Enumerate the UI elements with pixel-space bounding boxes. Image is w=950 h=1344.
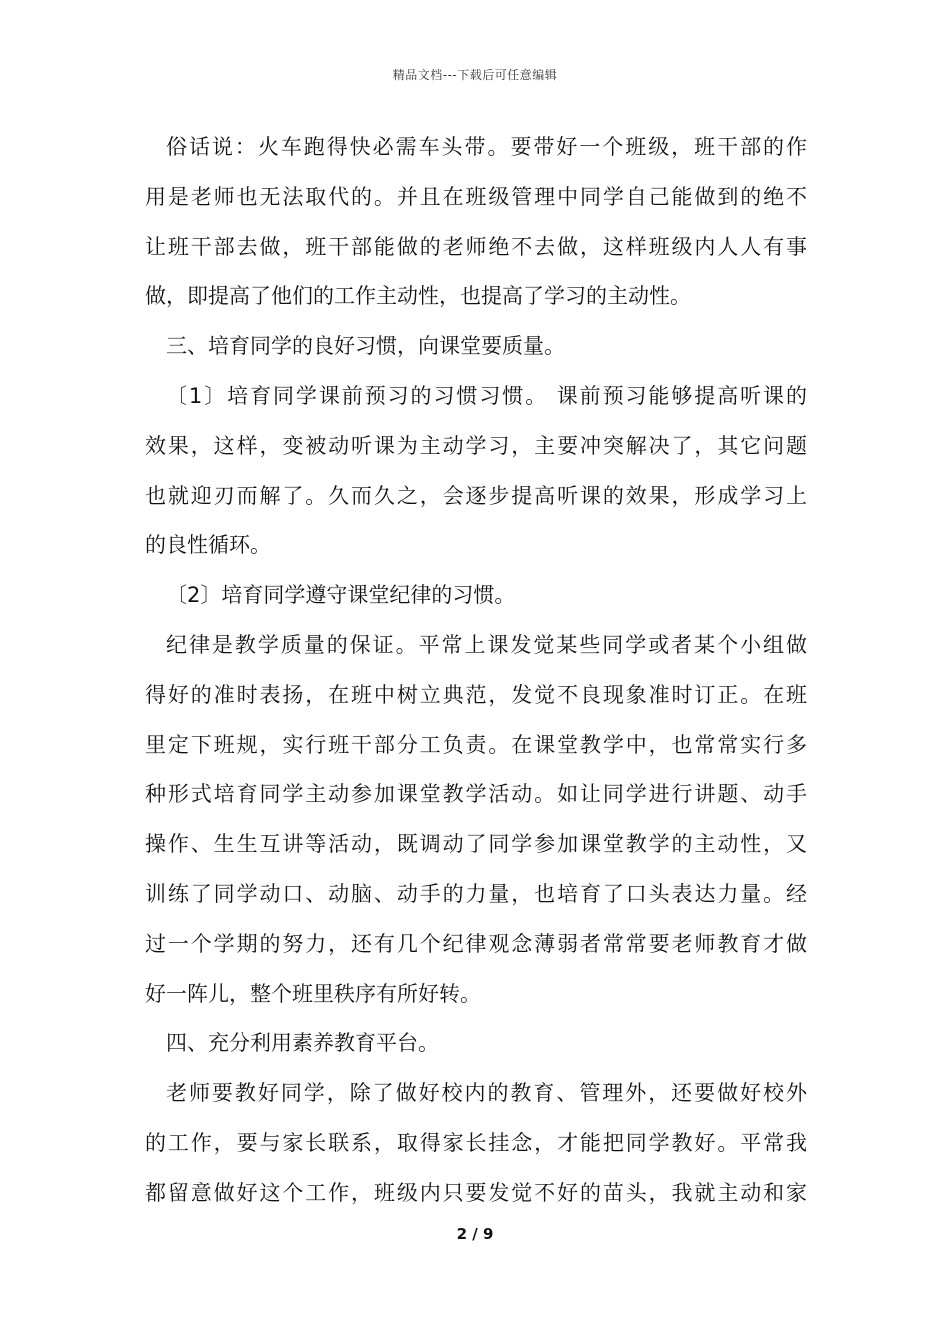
paragraph-line: 让班干部去做，班干部能做的老师绝不去做，这样班级内人人有事 [145, 234, 807, 259]
paragraph-line: 用是老师也无法取代的。并且在班级管理中同学自己能做到的绝不 [145, 184, 807, 209]
section-heading: 三、培育同学的良好习惯，向课堂要质量。 [166, 334, 565, 359]
paragraph-line: 种形式培育同学主动参加课堂教学活动。如让同学进行讲题、动手 [145, 782, 807, 807]
paragraph-line: 操作、生生互讲等活动，既调动了同学参加课堂教学的主动性，又 [145, 832, 807, 857]
paragraph-line: 过一个学期的努力，还有几个纪律观念薄弱者常常要老师教育才做 [145, 931, 807, 956]
page-number: 2 / 9 [456, 1225, 494, 1243]
paragraph-line: 好一阵儿，整个班里秩序有所好转。 [145, 981, 481, 1006]
paragraph-line: 的良性循环。 [145, 533, 271, 558]
paragraph-line: 做，即提高了他们的工作主动性，也提高了学习的主动性。 [145, 284, 691, 309]
paragraph-line: 效果，这样，变被动听课为主动学习，主要冲突解决了，其它问题 [145, 433, 807, 458]
section-heading: 四、充分利用素养教育平台。 [166, 1031, 439, 1056]
paragraph-line: 老师要教好同学，除了做好校内的教育、管理外，还要做好校外 [166, 1081, 807, 1106]
subsection-heading: 〔2〕培育同学遵守课堂纪律的习惯。 [166, 583, 516, 608]
paragraph-line: 也就迎刃而解了。久而久之，会逐步提高听课的效果，形成学习上 [145, 483, 807, 508]
paragraph-line: 纪律是教学质量的保证。平常上课发觉某些同学或者某个小组做 [166, 632, 807, 657]
paragraph-line: 里定下班规，实行班干部分工负责。在课堂教学中，也常常实行多 [145, 732, 807, 757]
page-header: 精品文档---下载后可任意编辑 [392, 68, 558, 82]
paragraph-line: 得好的准时表扬，在班中树立典范，发觉不良现象准时订正。在班 [145, 682, 807, 707]
paragraph-line: 〔1〕培育同学课前预习的习惯习惯。 课前预习能够提高听课的 [166, 383, 807, 408]
paragraph-line: 都留意做好这个工作，班级内只要发觉不好的苗头，我就主动和家 [145, 1180, 807, 1205]
document-body [145, 128, 807, 1224]
paragraph-line: 训练了同学动口、动脑、动手的力量，也培育了口头表达力量。经 [145, 881, 807, 906]
paragraph-line: 俗话说：火车跑得快必需车头带。要带好一个班级，班干部的作 [166, 135, 807, 159]
paragraph-line: 的工作，要与家长联系，取得家长挂念，才能把同学教好。平常我 [145, 1130, 807, 1155]
